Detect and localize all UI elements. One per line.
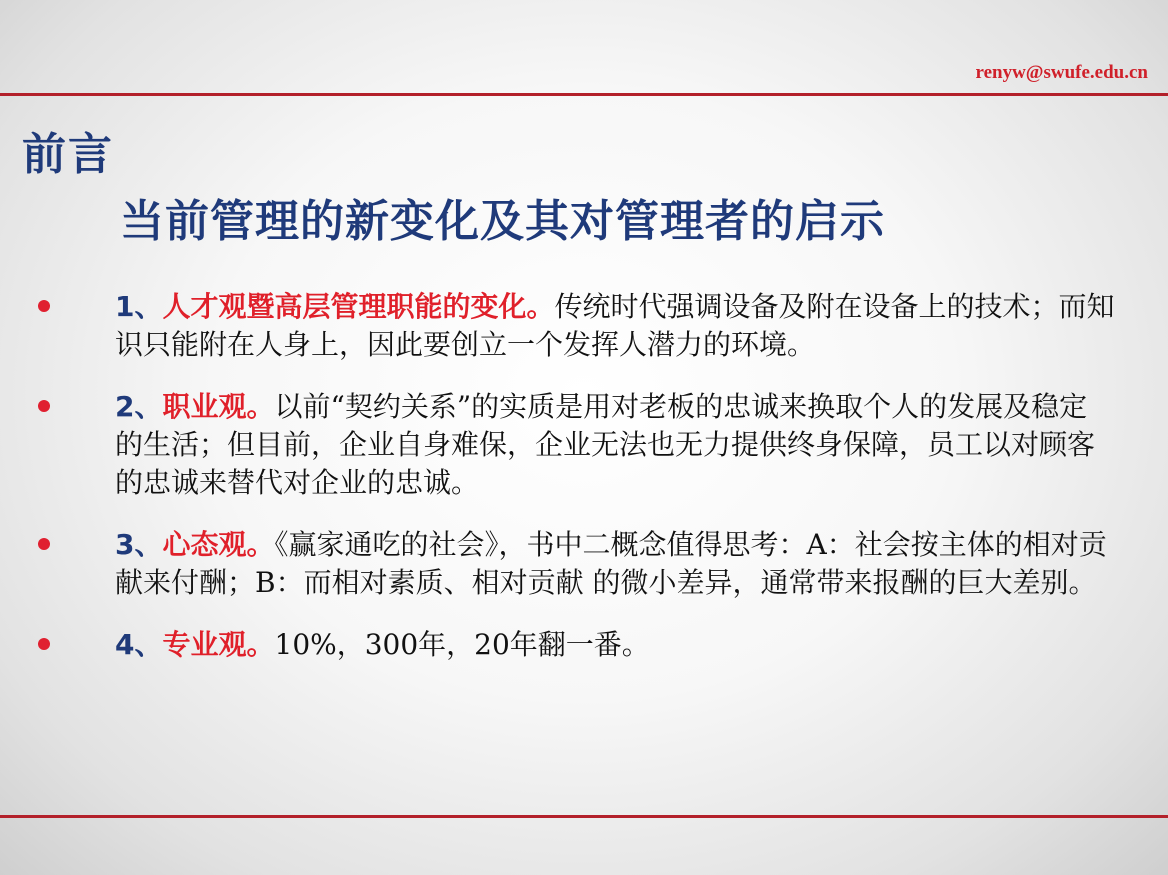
list-item-text	[115, 526, 1115, 602]
page-subtitle: 当前管理的新变化及其对管理者的启示	[120, 196, 885, 247]
list-item	[0, 288, 1168, 364]
item-keyword: 专业观。	[162, 628, 275, 661]
top-divider	[0, 93, 1168, 96]
header-email: renyw@swufe.edu.cn	[975, 62, 1148, 83]
item-keyword: 心态观。	[162, 528, 275, 561]
bottom-divider	[0, 815, 1168, 818]
item-number: 3、	[115, 528, 163, 561]
item-keyword: 职业观。	[162, 390, 275, 423]
item-number: 4、	[115, 628, 163, 661]
item-keyword: 人才观暨高层管理职能的变化。	[162, 290, 555, 323]
bullet-icon	[38, 638, 50, 650]
item-body: 《赢家通吃的社会》，书中二概念值得思考：A：社会按主体的相对贡献来付酬；B：而相对素质、相对贡献 的微小差异，通常带来报酬的巨大差别。	[115, 528, 1107, 599]
list-item	[0, 626, 1168, 664]
list-item	[0, 388, 1168, 502]
page-title: 前言	[22, 129, 114, 180]
bullet-icon	[38, 400, 50, 412]
list-item	[0, 526, 1168, 602]
item-body: 传统时代强调设备及附在设备上的技术；而知识只能附在人身上，因此要创立一个发挥人潜力的环境。	[115, 290, 1115, 361]
item-number: 1、	[115, 290, 163, 323]
list-item-text	[115, 626, 1115, 664]
item-number: 2、	[115, 390, 163, 423]
item-body: 以前“契约关系”的实质是用对老板的忠诚来换取个人的发展及稳定的生活；但目前，企业自身难保，企业无法也无力提供终身保障，员工以对顾客的忠诚来替代对企业的忠诚。	[115, 390, 1096, 499]
item-body: 10%，300年，20年翻一番。	[274, 628, 650, 661]
list-item-text	[115, 288, 1115, 364]
list-item-text	[115, 388, 1115, 502]
bullet-icon	[38, 300, 50, 312]
bullet-list	[0, 288, 1168, 688]
bullet-icon	[38, 538, 50, 550]
